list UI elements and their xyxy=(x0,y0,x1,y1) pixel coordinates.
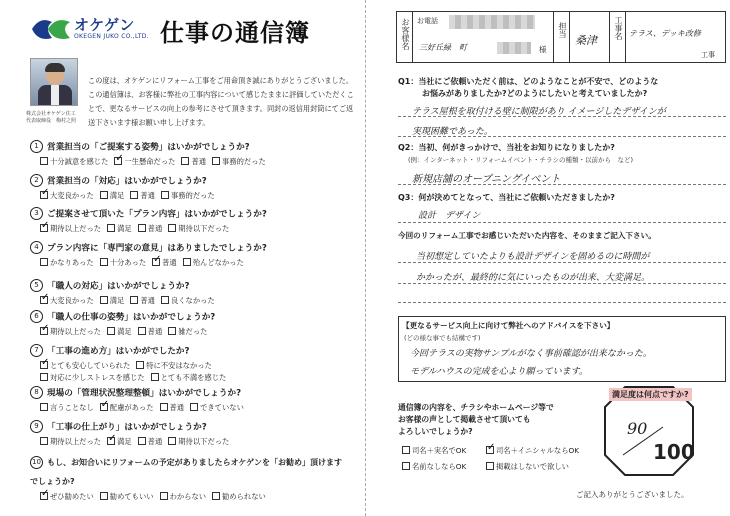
q2-sub: (例：インターネット・リフォームイベント・チラシの種類・以前から など) xyxy=(408,156,634,164)
question-text: 営業担当の「対応」はいかがでしょうか? xyxy=(47,176,207,187)
impression-line2 xyxy=(398,283,726,284)
option-label: 事務的だった xyxy=(170,191,215,200)
checkbox[interactable] xyxy=(130,296,138,304)
question-10 xyxy=(30,452,350,502)
impression-answer2: かかったが、最終的に気にいったものが出来、大変満足。 xyxy=(416,273,651,283)
option-unchecked[interactable] xyxy=(107,327,132,337)
option-row xyxy=(40,361,350,371)
option-label: 期待以下だった xyxy=(178,437,230,446)
question-1 xyxy=(30,136,350,167)
option-unchecked[interactable] xyxy=(40,403,94,413)
option-label: 普通 xyxy=(147,224,163,233)
sama-label: 様 xyxy=(539,45,547,54)
option-unchecked[interactable] xyxy=(168,437,229,447)
option-unchecked[interactable] xyxy=(212,157,266,167)
okegen-logo-icon xyxy=(30,14,72,44)
option-label: 普通 xyxy=(162,258,177,267)
option-unchecked[interactable] xyxy=(212,492,266,502)
publish-checkbox-3 xyxy=(486,462,494,470)
question-number: 1 xyxy=(30,140,43,153)
option-label: 勧められない xyxy=(222,492,266,501)
customer-header-table xyxy=(396,11,726,63)
option-unchecked[interactable] xyxy=(130,191,155,201)
option-row xyxy=(40,258,350,268)
checkbox[interactable] xyxy=(138,327,146,335)
option-label: 満足 xyxy=(109,296,125,305)
koji-label: 工事名 xyxy=(614,16,623,40)
option-checked[interactable] xyxy=(107,437,132,447)
option-label: 殆んどなかった xyxy=(192,258,244,267)
option-label: 事務的だった xyxy=(222,157,266,166)
option-label: 配慮があった xyxy=(109,403,154,412)
checkbox[interactable] xyxy=(190,403,198,411)
checkbox[interactable] xyxy=(160,403,168,411)
option-unchecked[interactable] xyxy=(161,191,215,201)
option-unchecked[interactable] xyxy=(138,224,163,234)
option-unchecked[interactable] xyxy=(190,403,244,413)
checkbox[interactable] xyxy=(100,403,108,411)
checkbox[interactable] xyxy=(40,224,48,232)
option-label: わからない xyxy=(169,492,207,501)
checkbox[interactable] xyxy=(161,191,169,199)
checkbox[interactable] xyxy=(100,258,108,266)
president-photo xyxy=(30,58,78,106)
checkbox[interactable] xyxy=(100,492,108,500)
question-text: 「工事の進め方」はいかがでしたか? xyxy=(47,346,190,357)
checkbox[interactable] xyxy=(40,191,48,199)
option-checked[interactable] xyxy=(40,224,101,234)
advice-sub: (どの様な事でも結構です) xyxy=(404,334,481,342)
checkbox[interactable] xyxy=(130,191,138,199)
checkbox[interactable] xyxy=(181,157,189,165)
brand-name: オケゲン xyxy=(74,16,135,34)
option-unchecked[interactable] xyxy=(183,258,244,268)
score-label: 満足度は何点ですか? xyxy=(609,388,692,401)
tanto-label: 担当 xyxy=(558,22,567,38)
option-label: 期待以上だった xyxy=(50,437,102,446)
president-name: 代表取締役 梅村之照 xyxy=(26,118,77,124)
publish-label3: よろしいでしょうか? xyxy=(398,427,473,436)
checkbox[interactable] xyxy=(40,492,48,500)
checkbox[interactable] xyxy=(151,373,159,381)
option-checked[interactable] xyxy=(114,157,175,167)
q2-answer: 新規店舗のオープニングイベント xyxy=(412,174,561,185)
option-label: 普通 xyxy=(147,327,163,336)
option-label: 普通 xyxy=(147,437,163,446)
option-unchecked[interactable] xyxy=(100,258,146,268)
question-number: 5 xyxy=(30,279,43,292)
advice-answer2: モデルハウスの完成を心より願っています。 xyxy=(410,367,588,377)
option-label: 満足 xyxy=(109,191,125,200)
checkbox[interactable] xyxy=(161,296,169,304)
option-checked[interactable] xyxy=(40,191,94,201)
option-label: 大変良かった xyxy=(50,191,94,200)
score-box xyxy=(603,385,695,477)
question-text: もし、お知合いにリフォームの予定がありましたらオケゲンを「お勧め」頂けますでしょうか? xyxy=(30,458,342,486)
q2-label: Q2：当初、何がきっかけで、当社をお知りになりましたか? xyxy=(398,143,615,152)
question-number: 3 xyxy=(30,207,43,220)
option-label: 言うことなし xyxy=(50,403,94,412)
impression-label: 今回のリフォーム工事でお感じいただいた内容を、そのままご記入下さい。 xyxy=(398,231,656,240)
redacted-name xyxy=(497,42,531,54)
president-company: 株式会社オケゲン住工 xyxy=(26,111,76,117)
option-label: 大変良かった xyxy=(50,296,94,305)
checkbox[interactable] xyxy=(40,296,48,304)
question-text: 「職人の対応」はいかがでしょうか? xyxy=(47,281,190,292)
checkbox[interactable] xyxy=(152,258,160,266)
q1-label: Q1：当社にご依頼いただく前は、どのようなことが不安で、どのような xyxy=(398,77,659,86)
publish-checkbox-1 xyxy=(486,446,494,454)
publish-checkbox-2 xyxy=(402,462,410,470)
question-text: 現場の「管理状況整理整頓」はいかがでしょうか? xyxy=(47,388,242,399)
option-row xyxy=(40,403,350,413)
question-text: 「職人の仕事の姿勢」はいかがでしょうか? xyxy=(47,312,216,323)
address-text: 三好丘緑 町 xyxy=(419,43,467,52)
q1-answer2: 実現困難であった。 xyxy=(412,127,493,137)
option-unchecked[interactable] xyxy=(107,224,132,234)
koji-name: テラス、デッキ改修 xyxy=(629,29,701,38)
option-label: ぜひ勧めたい xyxy=(50,492,94,501)
score-max: 100 xyxy=(653,440,695,464)
q3-answer: 設計 デザイン xyxy=(418,211,481,221)
option-unchecked[interactable] xyxy=(130,296,155,306)
customer-label: お客様名 xyxy=(401,18,410,50)
checkbox[interactable] xyxy=(40,373,48,381)
option-unchecked[interactable] xyxy=(138,437,163,447)
option-label: 良くなかった xyxy=(170,296,215,305)
option-label: 十分誠意を感じた xyxy=(50,157,109,166)
checkbox[interactable] xyxy=(40,403,48,411)
option-label: 期待以下だった xyxy=(178,224,230,233)
option-row xyxy=(40,191,350,201)
option-label: 普通 xyxy=(140,296,155,305)
tanto-name: 桑津 xyxy=(575,34,597,47)
option-label: とても安心していられた xyxy=(50,361,131,370)
option-label: 満足 xyxy=(117,437,132,446)
checkbox[interactable] xyxy=(136,361,144,369)
impression-line3 xyxy=(398,302,726,303)
publish-opt-3[interactable]: 掲載はしないで欲しい xyxy=(486,462,569,472)
checkbox[interactable] xyxy=(168,437,176,445)
option-label: 一生懸命だった xyxy=(124,157,176,166)
option-unchecked[interactable] xyxy=(100,492,154,502)
q3-line xyxy=(398,222,726,223)
question-2 xyxy=(30,170,350,201)
option-label: 満足 xyxy=(117,327,132,336)
publish-label1: 通信簿の内容を、チラシやホームページ等で xyxy=(398,403,554,412)
option-unchecked[interactable] xyxy=(40,258,94,268)
question-6 xyxy=(30,306,350,337)
question-text: 営業担当の「ご提案する姿勢」はいかがでしょうか? xyxy=(47,142,250,153)
question-number: 7 xyxy=(30,344,43,357)
q1-line1 xyxy=(398,116,726,117)
option-checked[interactable] xyxy=(40,361,130,371)
thanks-text: ご記入ありがとうございました。 xyxy=(576,490,689,499)
option-label: 十分あった xyxy=(109,258,147,267)
question-9 xyxy=(30,416,350,447)
question-text: ご提案させて頂いた「プラン内容」はいかがでしょうか? xyxy=(47,209,267,220)
option-label: 特に不安はなかった xyxy=(146,361,212,370)
checkbox[interactable] xyxy=(100,296,108,304)
brand-sub: OKEGEN JUKO CO.,LTD. xyxy=(74,33,149,40)
checkbox[interactable] xyxy=(40,361,48,369)
intro-text: この度は、オケゲンにリフォーム工事をご用命頂き誠にありがとうございました。この通信簿は、お客様に弊社の工事内容について感じたままに評価していただくことで、更なるサービスの向上の参考にさせて頂きます。同封の返信用封筒にてご返送下さいます様お願い申し上げます。 xyxy=(88,76,354,127)
checkbox[interactable] xyxy=(168,224,176,232)
option-label: 普通 xyxy=(169,403,185,412)
option-unchecked[interactable] xyxy=(40,157,108,167)
option-unchecked[interactable] xyxy=(168,327,207,337)
checkbox[interactable] xyxy=(40,157,48,165)
checkbox[interactable] xyxy=(40,437,48,445)
option-checked[interactable] xyxy=(40,327,101,337)
option-row xyxy=(40,157,350,167)
option-label: 期待以上だった xyxy=(50,224,102,233)
option-unchecked[interactable] xyxy=(161,296,215,306)
checkbox[interactable] xyxy=(40,327,48,335)
option-label: 期待以上だった xyxy=(50,327,102,336)
question-7 xyxy=(30,340,350,383)
q3-label: Q3：何が決めてとなって、当社にご依頼いただきましたか? xyxy=(398,193,615,202)
question-text: 「工事の仕上がり」はいかがでしょうか? xyxy=(47,422,207,433)
question-8 xyxy=(30,382,350,413)
checkbox[interactable] xyxy=(168,327,176,335)
question-number: 6 xyxy=(30,310,43,323)
impression-answer1: 当初想定していたよりも設計デザインを固めるのに時間が xyxy=(416,252,650,262)
publish-opt-1[interactable]: ✓ 司名＋イニシャルならOK xyxy=(486,446,579,456)
option-unchecked[interactable] xyxy=(136,361,212,371)
question-number: 4 xyxy=(30,241,43,254)
option-unchecked[interactable] xyxy=(100,191,125,201)
q2-line xyxy=(398,184,726,185)
publish-opt-2[interactable]: 名前なしならOK xyxy=(402,462,466,472)
question-3 xyxy=(30,203,350,234)
koji-suffix: 工事 xyxy=(701,51,715,59)
q1-line2 xyxy=(398,136,726,137)
option-row xyxy=(40,437,350,447)
option-label: とても不満を感じた xyxy=(160,373,227,382)
question-number: 10 xyxy=(30,456,43,469)
checkbox[interactable] xyxy=(107,224,115,232)
checkbox[interactable] xyxy=(138,437,146,445)
option-checked[interactable] xyxy=(40,492,94,502)
option-unchecked[interactable] xyxy=(40,437,101,447)
checkbox[interactable] xyxy=(107,437,115,445)
question-number: 8 xyxy=(30,386,43,399)
checkbox[interactable] xyxy=(114,157,122,165)
option-checked[interactable] xyxy=(40,296,94,306)
question-text: プラン内容に「専門家の意見」はありましたでしょうか? xyxy=(47,243,267,254)
option-label: できていない xyxy=(200,403,244,412)
option-unchecked[interactable] xyxy=(100,296,125,306)
option-row xyxy=(40,492,350,502)
option-unchecked[interactable] xyxy=(138,327,163,337)
impression-line1 xyxy=(398,262,726,263)
checkbox[interactable] xyxy=(183,258,191,266)
question-5 xyxy=(30,275,350,306)
question-number: 2 xyxy=(30,174,43,187)
option-row xyxy=(40,327,350,337)
checkbox[interactable] xyxy=(212,492,220,500)
option-row xyxy=(40,296,350,306)
checkbox[interactable] xyxy=(138,224,146,232)
redacted-phone xyxy=(449,15,535,29)
option-label: 雑だった xyxy=(178,327,208,336)
checkbox[interactable] xyxy=(100,191,108,199)
option-checked[interactable] xyxy=(100,403,154,413)
option-row xyxy=(40,224,350,234)
publish-checkbox-0 xyxy=(402,446,410,454)
option-label: 対応に少しストレスを感じた xyxy=(50,373,145,382)
option-unchecked[interactable] xyxy=(168,224,229,234)
option-label: かなりあった xyxy=(50,258,94,267)
advice-label: 【更なるサービス向上に向けて弊社へのアドバイスを下さい】 xyxy=(402,321,615,330)
checkbox[interactable] xyxy=(107,327,115,335)
question-number: 9 xyxy=(30,420,43,433)
option-label: 普通 xyxy=(191,157,207,166)
option-unchecked[interactable] xyxy=(160,492,206,502)
option-label: 満足 xyxy=(117,224,132,233)
score-value: 90 xyxy=(627,419,648,438)
advice-answer1: 今回テラスの実物サンプルがなく事前確認が出来なかった。 xyxy=(410,349,652,359)
phone-label: お電話 xyxy=(417,17,438,25)
option-checked[interactable] xyxy=(152,258,177,268)
question-4 xyxy=(30,237,350,268)
checkbox[interactable] xyxy=(160,492,168,500)
publish-label2: お客様の声として掲載させて頂いても xyxy=(398,415,531,424)
publish-opt-0[interactable]: 司名＋実名でOK xyxy=(402,446,466,456)
page-title: 仕事の通信簿 xyxy=(160,19,310,47)
checkbox[interactable] xyxy=(212,157,220,165)
option-unchecked[interactable] xyxy=(160,403,185,413)
q1-label2: お悩みがありましたか?どのようにしたいと考えていましたか? xyxy=(422,89,648,98)
checkbox[interactable] xyxy=(40,258,48,266)
q1-answer1: テラス屋根を取付ける壁に制限があり イメージしたデザインが xyxy=(412,107,666,117)
option-unchecked[interactable] xyxy=(181,157,206,167)
option-label: 普通 xyxy=(140,191,155,200)
option-label: 勧めてもいい xyxy=(109,492,154,501)
